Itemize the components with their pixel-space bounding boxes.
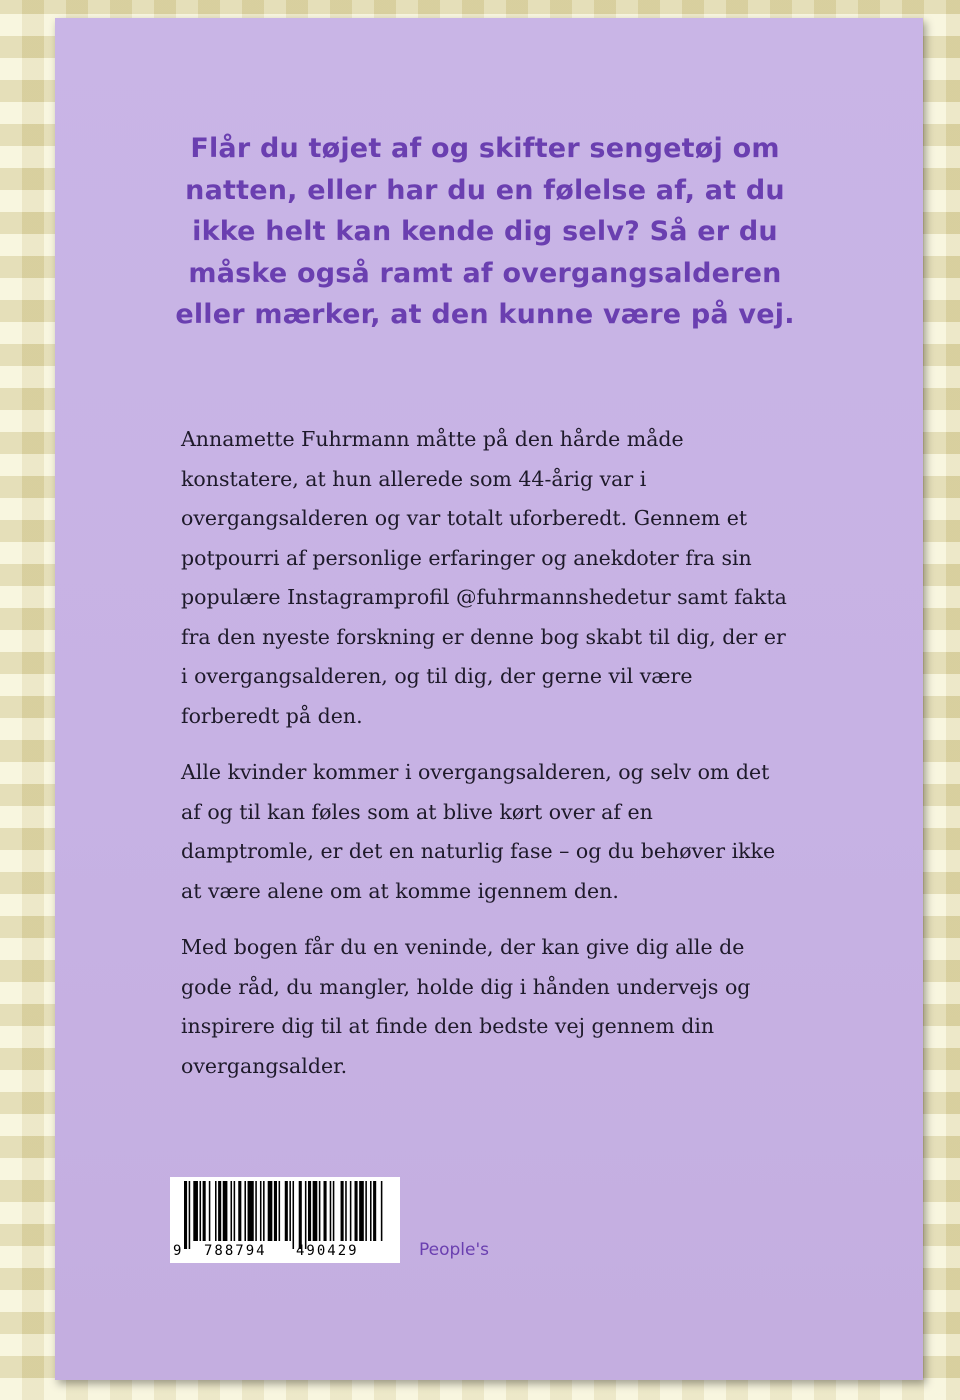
barcode-bar <box>299 1181 302 1249</box>
barcode-bar <box>370 1181 372 1241</box>
barcode-bar <box>350 1181 352 1241</box>
barcode-bar <box>223 1181 228 1241</box>
barcode-bar <box>193 1181 198 1241</box>
barcode-bar <box>289 1181 291 1241</box>
isbn-right-group: 490429 <box>296 1243 359 1259</box>
barcode-bar <box>215 1181 217 1241</box>
barcode-bar <box>308 1181 311 1241</box>
barcode-bar <box>268 1181 273 1241</box>
barcode-bar <box>260 1181 262 1241</box>
barcode-bar <box>200 1181 202 1241</box>
barcode-bar <box>324 1181 327 1241</box>
tagline: Flår du tøjet af og skifter sengetøj om natten, eller har du en følelse af, at du ikke helt kan kende dig selv? Så er du måske også ramt af overgangsalderen eller mærker, at den kunne være på vej. <box>175 133 795 330</box>
barcode-bar <box>279 1181 281 1241</box>
barcode <box>170 1177 400 1263</box>
barcode-bar <box>274 1181 277 1241</box>
barcode-bar <box>305 1181 307 1249</box>
barcode-bar <box>313 1181 318 1241</box>
isbn-first-digit: 9 <box>173 1243 182 1259</box>
barcode-bar <box>203 1181 206 1241</box>
barcode-bar <box>255 1181 257 1241</box>
barcode-bar <box>341 1181 344 1241</box>
barcode-bar <box>248 1181 254 1241</box>
barcode-bar <box>209 1181 211 1241</box>
barcode-bar <box>345 1181 347 1241</box>
barcode-bar <box>365 1181 367 1241</box>
barcode-bar <box>231 1181 233 1241</box>
barcode-bar <box>293 1181 295 1249</box>
barcode-bar <box>234 1181 236 1241</box>
barcode-bar <box>189 1181 191 1249</box>
isbn-left-group: 788794 <box>204 1243 267 1259</box>
barcode-bar <box>218 1181 221 1241</box>
barcode-bar <box>285 1181 288 1241</box>
blurb-paragraph-1: Annamette Fuhrmann måtte på den hårde måde konstatere, at hun allerede som 44-årig var i overgangsalderen og var totalt uforberedt. Gennem et potpourri af personlige erfaringer og anekdoter fra sin populære Instagramprofil @fuhrmannshedetur samt fakta fra den nyeste forskning er denne bog skabt til dig, der er i overgangsalderen, og til dig, der gerne vil være forberedt på den. <box>181 427 787 728</box>
blurb-paragraph-3: Med bogen får du en veninde, der kan give dig alle de gode råd, du mangler, holde dig i hånden undervejs og inspirere dig til at finde den bedste vej gennem din overgangsalder. <box>181 935 751 1078</box>
blurb-paragraph-2: Alle kvinder kommer i overgangsalderen, og selv om det af og til kan føles som at blive kørt over af en damptromle, er det en naturlig fase – og du behøver ikke at være alene om at komme igennem den. <box>181 760 776 903</box>
barcode-bar <box>244 1181 246 1241</box>
publisher-logo: People's <box>419 1240 490 1260</box>
barcode-bar <box>238 1181 241 1241</box>
barcode-bar <box>333 1181 335 1241</box>
barcode-bar <box>184 1181 187 1249</box>
barcode-bar <box>330 1181 332 1241</box>
barcode-bar <box>373 1181 376 1241</box>
barcode-bar <box>319 1181 321 1241</box>
barcode-bar <box>355 1181 358 1241</box>
barcode-bar <box>263 1181 265 1241</box>
blurb <box>181 420 791 1103</box>
barcode-bar <box>381 1181 383 1241</box>
barcode-bar <box>359 1181 364 1241</box>
